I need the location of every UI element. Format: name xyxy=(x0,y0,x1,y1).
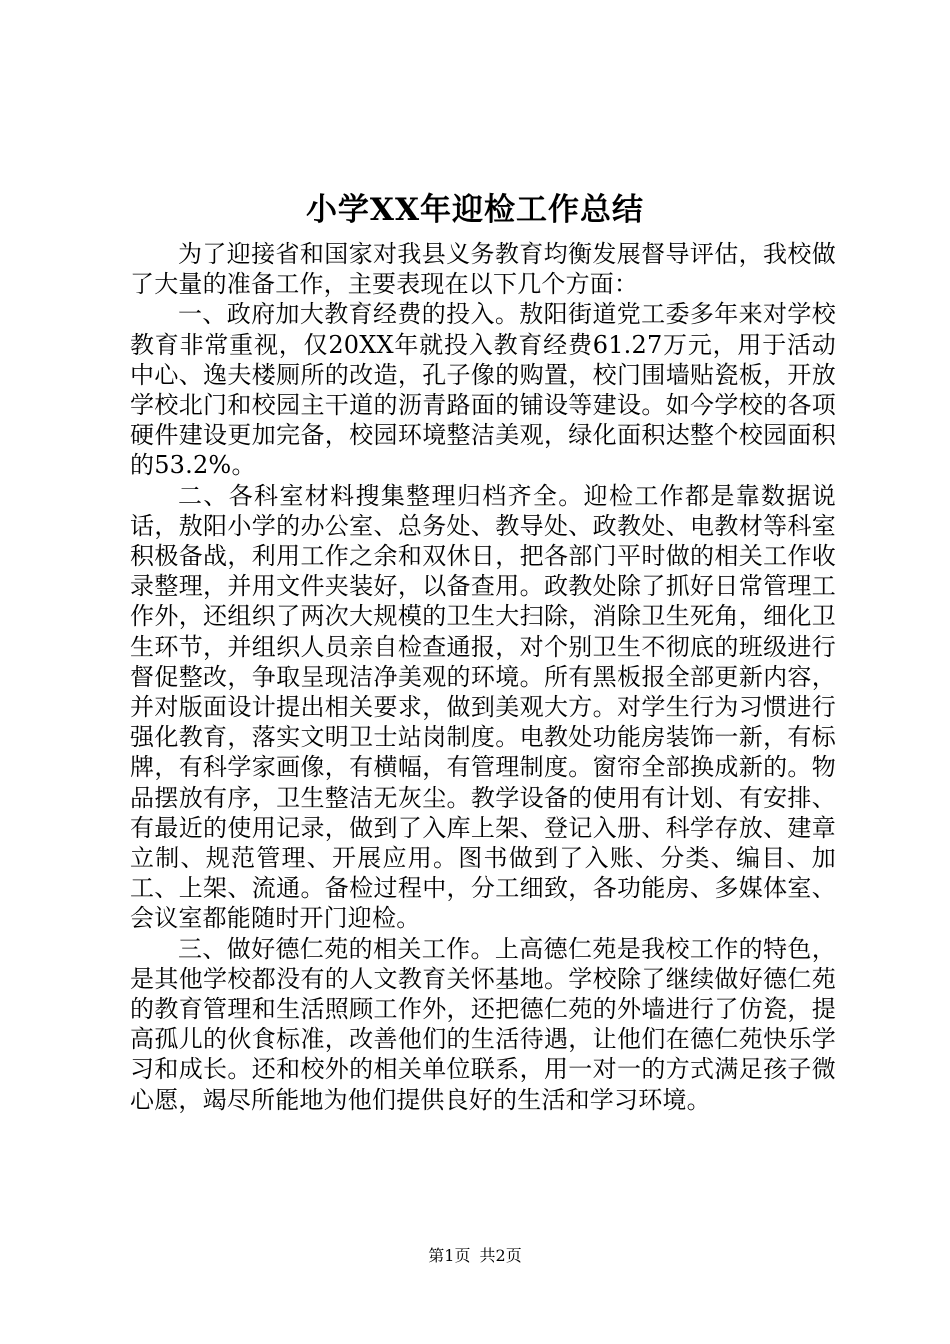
page-footer xyxy=(0,1246,950,1266)
section-one-paragraph: 一、政府加大教育经费的投入。敖阳街道党工委多年来对学校教育非常重视，仅20XX年就投入教育经费61.27万元，用于活动中心、逸夫楼厕所的改造，孔子像的购置，校门围墙贴瓷板，开放学校北门和校园主干道的沥青路面的铺设等建设。如今学校的各项硬件建设更加完备，校园环境整洁美观，绿化面积达整个校园面积的53.2%。 xyxy=(130,300,836,480)
intro-paragraph: 为了迎接省和国家对我县义务教育均衡发展督导评估，我校做了大量的准备工作，主要表现在以下几个方面： xyxy=(130,240,836,299)
section-three-paragraph: 三、做好德仁苑的相关工作。上高德仁苑是我校工作的特色，是其他学校都没有的人文教育关怀基地。学校除了继续做好德仁苑的教育管理和生活照顾工作外，还把德仁苑的外墙进行了仿瓷，提高孤儿的伙食标准，改善他们的生活待遇，让他们在德仁苑快乐学习和成长。还和校外的相关单位联系，用一对一的方式满足孩子微心愿，竭尽所能地为他们提供良好的生活和学习环境。 xyxy=(130,934,836,1114)
page-total: 共2页 xyxy=(479,1246,522,1265)
document-body xyxy=(130,239,836,1115)
page-number: 第1页 xyxy=(428,1246,471,1265)
document-title: 小学XX年迎检工作总结 xyxy=(305,192,645,228)
section-two-paragraph: 二、各科室材料搜集整理归档齐全。迎检工作都是靠数据说话，敖阳小学的办公室、总务处、教导处、政教处、电教材等科室积极备战，利用工作之余和双休日，把各部门平时做的相关工作收录整理，并用文件夹装好，以备查用。政教处除了抓好日常管理工作外，还组织了两次大规模的卫生大扫除，消除卫生死角，细化卫生环节，并组织人员亲自检查通报，对个别卫生不彻底的班级进行督促整改，争取呈现洁净美观的环境。所有黑板报全部更新内容，并对版面设计提出相关要求，做到美观大方。对学生行为习惯进行强化教育，落实文明卫士站岗制度。电教处功能房装饰一新，有标牌，有科学家画像，有横幅，有管理制度。窗帘全部换成新的。物品摆放有序，卫生整洁无灰尘。教学设备的使用有计划、有安排、有最近的使用记录，做到了入库上架、登记入册、科学存放、建章立制、规范管理、开展应用。图书做到了入账、分类、编目、加工、上架、流通。备检过程中，分工细致，各功能房、多媒体室、会议室都能随时开门迎检。 xyxy=(130,481,836,933)
